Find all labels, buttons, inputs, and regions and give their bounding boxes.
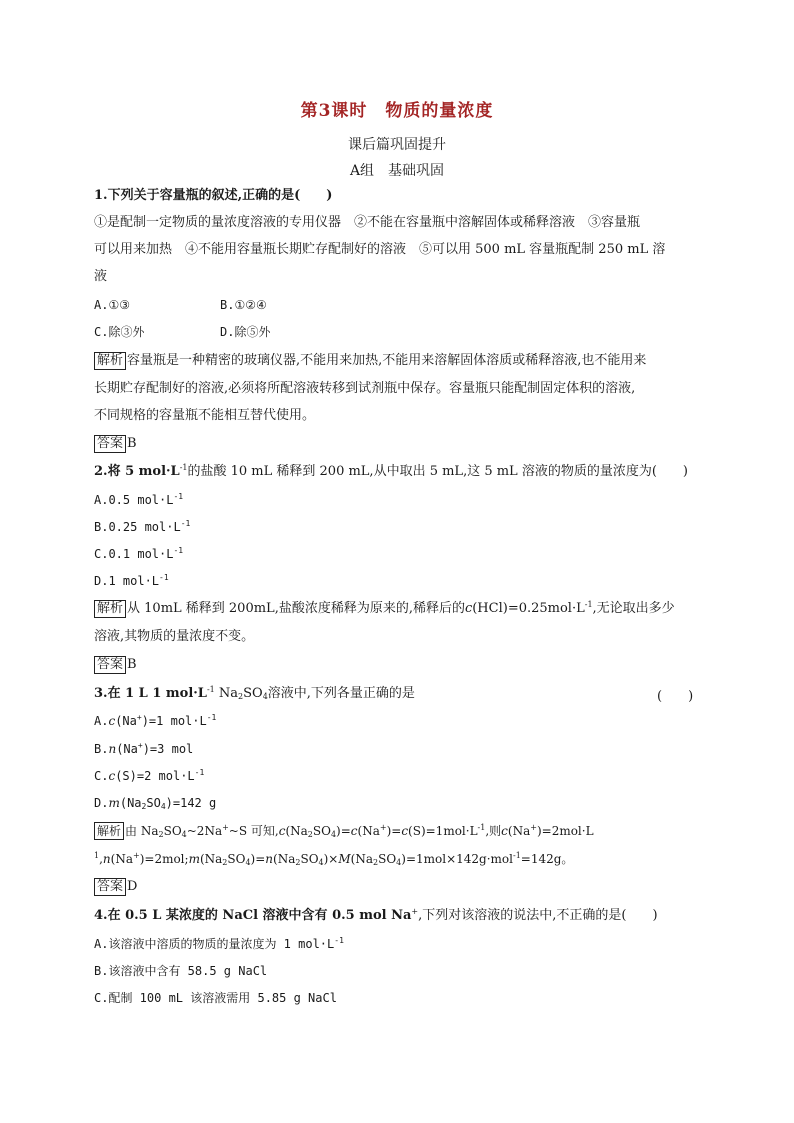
q3-answer-paren: ( ) [657, 689, 694, 704]
q1-option-c: C.除③外 [94, 325, 145, 339]
q4-option-c: C.配制 100 mL 该溶液需用 5.85 g NaCl [94, 991, 337, 1005]
q1-option-a: A.①③ [94, 298, 130, 312]
q2-answer: 答案 B [94, 656, 137, 674]
analysis-text: 容量瓶是一种精密的玻璃仪器,不能用来加热,不能用来溶解固体溶质或稀释溶液,也不能用来 [127, 353, 647, 368]
q4-stem: 4.在 0.5 L 某浓度的 NaCl 溶液中含有 0.5 mol Na+,下列对该溶液的说法中,不正确的是( ) [94, 907, 658, 923]
q1-analysis [94, 352, 646, 370]
q3-option-d: $D.m(Na_2SO_4)=142$ g [94, 796, 217, 811]
q3-analysis-line: $^1,n(Na^+)=2mol;m(Na_2SO_4)=n(Na_2SO_4)\times M(Na_2SO_4)=1mol\times 142g\cdot mol^{-1}=142g$。 [94, 851, 574, 867]
q1-statement-line: ①是配制一定物质的量浓度溶液的专用仪器 ②不能在容量瓶中溶解固体或稀释溶液 ③容量瓶 [94, 215, 641, 230]
q3-option-c: C.c(S)=2 $mol\cdot L^{-1}$ [94, 768, 205, 783]
answer-label: 答案 [94, 878, 126, 896]
q3-option-b: B.n(Na+)=3 mol [94, 741, 194, 756]
q2-option-c: C.0.1 $mol\cdot L^{-1}$ [94, 546, 184, 561]
q2-analysis: 解析 从 10mL 稀释到 200mL,盐酸浓度稀释为原来的,稀释后的$c(HCl)=0.25mol\cdot L^{-1}$,无论取出多少 [94, 600, 675, 618]
q2-analysis-line: 溶液,其物质的量浓度不变。 [94, 629, 255, 644]
q2-option-d: D.1 $mol\cdot L^{-1}$ [94, 573, 169, 588]
q1-statement-line: 液 [94, 269, 108, 284]
q4-option-a: A.该溶液中溶质的物质的量浓度为 1 $mol\cdot L^{-1}$ [94, 936, 344, 951]
page-title: 第3课时 物质的量浓度 [300, 101, 494, 121]
analysis-label: 解析 [94, 352, 126, 370]
group-heading: A组 基础巩固 [349, 163, 445, 179]
q1-analysis-line: 不同规格的容量瓶不能相互替代使用。 [94, 408, 316, 423]
answer-label: 答案 [94, 435, 126, 453]
q3-answer: 答案 D [94, 878, 137, 896]
q1-option-d: D.除⑤外 [220, 325, 271, 339]
answer-label: 答案 [94, 656, 126, 674]
q1-answer [94, 435, 137, 453]
q3-option-a: A.c(Na+)=1 $mol\cdot L^{-1}$ [94, 713, 217, 728]
q1-analysis-line: 长期贮存配制好的溶液,必须将所配溶液转移到试剂瓶中保存。容量瓶只能配制固定体积的溶液, [94, 381, 636, 396]
analysis-label: 解析 [94, 822, 124, 840]
section-heading: 课后篇巩固提升 [348, 137, 446, 153]
q1-stem: 1.下列关于容量瓶的叙述,正确的是( ) [94, 188, 333, 203]
q1-option-b: B.①②④ [220, 298, 267, 312]
q2-option-a: A.0.5 $mol\cdot L^{-1}$ [94, 492, 184, 507]
answer-value: B [127, 436, 137, 451]
analysis-label: 解析 [94, 600, 126, 618]
q1-statement-line: 可以用来加热 ④不能用容量瓶长期贮存配制好的溶液 ⑤可以用 500 mL 容量瓶配制 250 mL 溶 [94, 242, 666, 257]
q3-stem: 3.在 1 L 1 $mol\cdot L^{-1}$ $Na_2SO_4$溶液中,下列各量正确的是 [94, 685, 415, 701]
q2-stem: 2.将 5 $mol\cdot L^{-1}$的盐酸 10 mL 稀释到 200 mL,从中取出 5 mL,这 5 mL 溶液的物质的量浓度为( ) [94, 463, 688, 479]
q2-option-b: B.0.25 $mol\cdot L^{-1}$ [94, 519, 191, 534]
q3-analysis: 解析 由 $Na_2SO_4\sim 2Na^+\sim S$ 可知$,c(Na_2SO_4)=c(Na^+)=c(S)=1mol\cdot L^{-1}$,则c(Na+)=2mol·L [94, 822, 594, 840]
q4-option-b: B.该溶液中含有 58.5 g NaCl [94, 964, 268, 978]
